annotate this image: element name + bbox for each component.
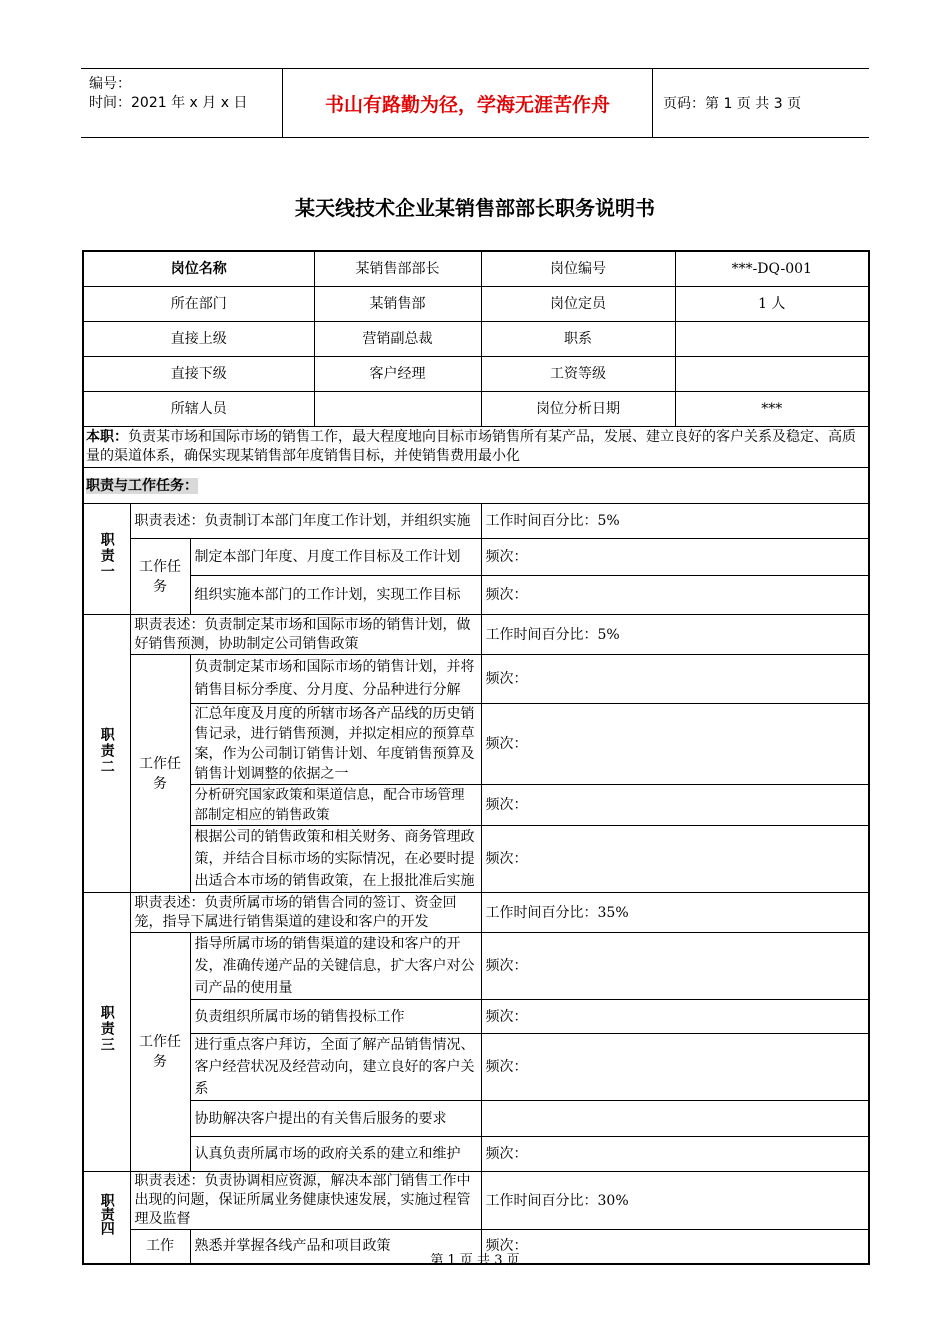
job-description-table: [82, 250, 870, 1265]
resp2-task-4-freq: 频次：: [481, 826, 869, 893]
salary-grade-value: [675, 357, 869, 392]
resp3-task-3-freq: 频次：: [481, 1034, 869, 1101]
resp3-label-text: 职责三: [98, 1005, 115, 1053]
document-header: [81, 68, 869, 138]
resp1-task-2: 组织实施本部门的工作计划，实现工作目标: [190, 576, 481, 615]
resp3-task-4-freq: [481, 1101, 869, 1137]
resp3-task-4: 协助解决客户提出的有关售后服务的要求: [190, 1101, 481, 1137]
salary-grade-label: 工资等级: [481, 357, 675, 392]
resp2-task-row: [83, 704, 869, 785]
header-page-label: 页码：第 1 页 共 3 页: [663, 96, 802, 112]
resp1-statement: 职责表述：负责制订本部门年度工作计划，并组织实施: [130, 504, 481, 539]
resp2-task-4: 根据公司的销售政策和相关财务、商务管理政策，并结合目标市场的实际情况，在必要时提出适合本市场的销售政策，在上报批准后实施: [190, 826, 481, 893]
time-label: 时间：2021 年 x 月 x 日: [89, 95, 248, 111]
resp2-task-2-freq: 频次：: [481, 704, 869, 785]
superior-label: 直接上级: [83, 322, 314, 357]
resp3-task-5: 认真负责所属市场的政府关系的建立和维护: [190, 1137, 481, 1172]
resp4-task-1-freq: 频次：: [481, 1230, 869, 1264]
department-value: 某销售部: [314, 287, 481, 322]
document-title: 某天线技术企业某销售部部长职务说明书: [295, 196, 655, 220]
info-row-department: [83, 287, 869, 322]
resp3-task-2-freq: 频次：: [481, 1000, 869, 1034]
duty-text: 负责某市场和国际市场的销售工作，最大程度地向目标市场销售所有某产品，发展、建立良好的客户关系及稳定、高质量的渠道体系，确保实现某销售部年度销售目标，并使销售费用最小化: [86, 429, 856, 464]
resp3-task-row: [83, 1137, 869, 1172]
position-code-label: 岗位编号: [481, 251, 675, 287]
resp1-task-row: [83, 539, 869, 576]
resp2-percent: 工作时间百分比：5%: [481, 615, 869, 655]
staff-value: [314, 392, 481, 427]
resp4-label-text: 职责四: [98, 1193, 115, 1236]
subordinate-value: 客户经理: [314, 357, 481, 392]
number-label: 编号：: [89, 76, 131, 92]
resp1-label-text: 职责一: [98, 532, 115, 580]
resp1-label: [83, 504, 130, 615]
department-label: 所在部门: [83, 287, 314, 322]
analysis-date-label: 岗位分析日期: [481, 392, 675, 427]
resp4-task-label: 工作: [130, 1230, 190, 1264]
resp3-task-row: [83, 1034, 869, 1101]
resp1-statement-row: [83, 504, 869, 539]
resp3-task-3: 进行重点客户拜访，全面了解产品销售情况、客户经营状况及经营动向，建立良好的客户关系: [190, 1034, 481, 1101]
info-row-superior: [83, 322, 869, 357]
header-meta: [81, 69, 283, 137]
resp2-task-1-freq: 频次：: [481, 655, 869, 704]
resp3-statement-row: [83, 893, 869, 933]
section-label: 职责与工作任务：: [86, 477, 198, 494]
info-row-position: [83, 251, 869, 287]
resp3-task-row: [83, 1000, 869, 1034]
resp3-task-5-freq: 频次：: [481, 1137, 869, 1172]
resp3-task-2: 负责组织所属市场的销售投标工作: [190, 1000, 481, 1034]
resp2-task-3: 分析研究国家政策和渠道信息，配合市场管理部制定相应的销售政策: [190, 785, 481, 826]
position-code-value: ***-DQ-001: [675, 251, 869, 287]
resp4-task-1: 熟悉并掌握各线产品和项目政策: [190, 1230, 481, 1264]
duty-cell: [83, 427, 869, 468]
job-family-value: [675, 322, 869, 357]
superior-value: 营销副总裁: [314, 322, 481, 357]
info-row-staff: [83, 392, 869, 427]
resp2-task-2: 汇总年度及月度的所辖市场各产品线的历史销售记录，进行销售预测，并拟定相应的预算草案，作为公司制订销售计划、年度销售预算及销售计划调整的依据之一: [190, 704, 481, 785]
section-row: [83, 468, 869, 504]
resp2-statement: 职责表述：负责制定某市场和国际市场的销售计划，做好销售预测，协助制定公司销售政策: [130, 615, 481, 655]
headcount-label: 岗位定员: [481, 287, 675, 322]
resp1-task-1-freq: 频次：: [481, 539, 869, 576]
resp4-percent: 工作时间百分比：30%: [481, 1172, 869, 1230]
resp4-statement-row: [83, 1172, 869, 1230]
resp3-task-1: 指导所属市场的销售渠道的建设和客户的开发，准确传递产品的关键信息，扩大客户对公司产品的使用量: [190, 933, 481, 1000]
resp2-task-row: [83, 826, 869, 893]
page-footer: 第 1 页 共 3 页: [430, 1253, 520, 1268]
header-motto: 书山有路勤为径，学海无涯苦作舟: [283, 69, 653, 137]
resp3-task-row: [83, 1101, 869, 1137]
section-cell: [83, 468, 869, 504]
resp2-label: [83, 615, 130, 893]
resp1-task-label: 工作任务: [130, 539, 190, 615]
position-name-value: 某销售部部长: [314, 251, 481, 287]
analysis-date-value: ***: [675, 392, 869, 427]
duty-label: 本职：: [86, 429, 128, 445]
resp3-task-label: 工作任务: [130, 933, 190, 1172]
staff-label: 所辖人员: [83, 392, 314, 427]
resp3-percent: 工作时间百分比：35%: [481, 893, 869, 933]
resp2-task-1: 负责制定某市场和国际市场的销售计划，并将销售目标分季度、分月度、分品种进行分解: [190, 655, 481, 704]
info-row-subordinate: [83, 357, 869, 392]
resp2-task-row: [83, 785, 869, 826]
resp1-task-1: 制定本部门年度、月度工作目标及工作计划: [190, 539, 481, 576]
resp2-statement-row: [83, 615, 869, 655]
resp1-task-row: [83, 576, 869, 615]
position-name-label: 岗位名称: [83, 251, 314, 287]
resp2-task-3-freq: 频次：: [481, 785, 869, 826]
resp4-statement: 职责表述：负责协调相应资源，解决本部门销售工作中出现的问题，保证所属业务健康快速发展，实施过程管理及监督: [130, 1172, 481, 1230]
resp2-task-row: [83, 655, 869, 704]
headcount-value: 1 人: [675, 287, 869, 322]
subordinate-label: 直接下级: [83, 357, 314, 392]
resp1-task-2-freq: 频次：: [481, 576, 869, 615]
resp2-label-text: 职责二: [98, 726, 115, 775]
resp3-label: [83, 893, 130, 1172]
resp3-statement: 职责表述：负责所属市场的销售合同的签订、资金回笼，指导下属进行销售渠道的建设和客户的开发: [130, 893, 481, 933]
resp3-task-1-freq: 频次：: [481, 933, 869, 1000]
job-family-label: 职系: [481, 322, 675, 357]
resp1-percent: 工作时间百分比：5%: [481, 504, 869, 539]
resp2-task-label: 工作任务: [130, 655, 190, 893]
duty-row: [83, 427, 869, 468]
resp3-task-row: [83, 933, 869, 1000]
